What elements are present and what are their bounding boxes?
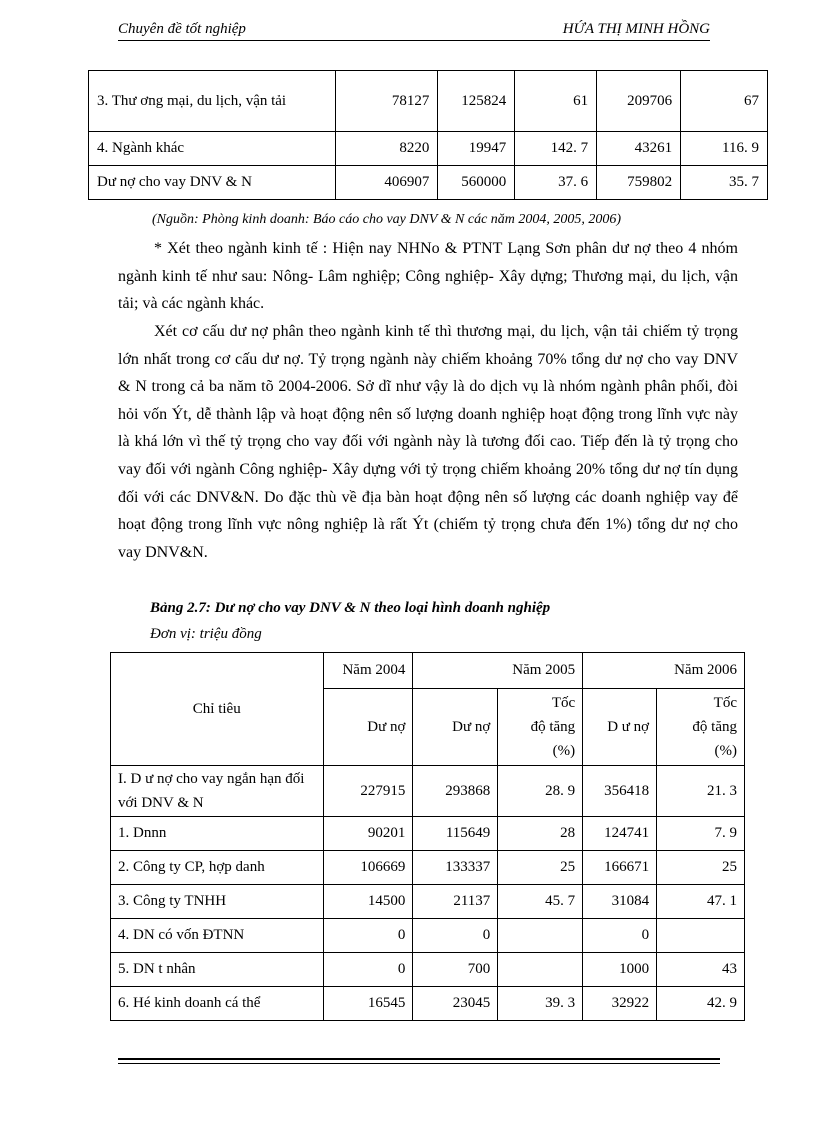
cell: 28. 9 — [498, 766, 583, 817]
unit-label: Đơn vị: triệu đồng — [150, 626, 262, 642]
table-row — [89, 71, 768, 132]
cell: 0 — [413, 919, 498, 953]
cell: 356418 — [583, 766, 657, 817]
cell: 227915 — [323, 766, 413, 817]
row-label: 2. Công ty CP, hợp danh — [111, 851, 324, 885]
cell: 47. 1 — [657, 885, 745, 919]
cell: 124741 — [583, 817, 657, 851]
header-du-no-2006: D ư nợ — [583, 689, 657, 766]
cell: 43261 — [597, 132, 681, 166]
row-label: 4. DN có vốn ĐTNN — [111, 919, 324, 953]
header-text: Tốc — [551, 695, 576, 711]
table-row — [111, 987, 745, 1021]
cell: 759802 — [597, 166, 681, 200]
table-row — [89, 166, 768, 200]
header-left: Chuyên đề tốt nghiệp — [118, 21, 246, 37]
cell: 1000 — [583, 953, 657, 987]
cell: 7. 9 — [657, 817, 745, 851]
cell: 16545 — [323, 987, 413, 1021]
header-year-2005: Năm 2005 — [413, 653, 583, 689]
cell: 0 — [323, 953, 413, 987]
cell — [498, 919, 583, 953]
table-row — [111, 919, 745, 953]
row-label: 3. Công ty TNHH — [111, 885, 324, 919]
cell: 39. 3 — [498, 987, 583, 1021]
table-enterprise-type — [110, 652, 745, 1021]
cell: 133337 — [413, 851, 498, 885]
cell: 19947 — [438, 132, 515, 166]
cell: 0 — [583, 919, 657, 953]
cell: 106669 — [323, 851, 413, 885]
table-row — [111, 885, 745, 919]
row-label: 6. Hé kinh doanh cá thể — [111, 987, 324, 1021]
cell: 209706 — [597, 71, 681, 132]
cell: 116. 9 — [681, 132, 768, 166]
cell: 23045 — [413, 987, 498, 1021]
cell: 31084 — [583, 885, 657, 919]
cell: 8220 — [336, 132, 438, 166]
cell — [657, 919, 745, 953]
cell: 67 — [681, 71, 768, 132]
cell: 115649 — [413, 817, 498, 851]
table-row — [111, 851, 745, 885]
header-du-no-2005: Dư nợ — [413, 689, 498, 766]
cell — [498, 953, 583, 987]
table-industry-continued — [88, 70, 768, 200]
header-text: độ tăng — [530, 719, 576, 735]
header-du-no-2004: Dư nợ — [323, 689, 413, 766]
header-year-2004: Năm 2004 — [323, 653, 413, 689]
footer-rule — [118, 1058, 720, 1064]
header-text: (%) — [714, 743, 737, 759]
table-caption: Bảng 2.7: Dư nợ cho vay DNV & N theo loại hình doanh nghiệp — [150, 600, 551, 616]
cell: 293868 — [413, 766, 498, 817]
header-right: HỨA THỊ MINH HỒNG — [562, 21, 710, 37]
cell: 25 — [498, 851, 583, 885]
cell: 21. 3 — [657, 766, 745, 817]
cell: 37. 6 — [515, 166, 597, 200]
row-label: 4. Ngành khác — [89, 132, 336, 166]
cell: 61 — [515, 71, 597, 132]
header-row — [111, 653, 745, 689]
cell: 35. 7 — [681, 166, 768, 200]
cell: 125824 — [438, 71, 515, 132]
cell: 560000 — [438, 166, 515, 200]
cell: 42. 9 — [657, 987, 745, 1021]
header-growth-2005 — [498, 689, 583, 766]
table-row — [89, 132, 768, 166]
table-row — [111, 766, 745, 817]
cell: 90201 — [323, 817, 413, 851]
cell: 700 — [413, 953, 498, 987]
header-text: Tốc — [713, 695, 737, 711]
source-note: (Nguồn: Phòng kinh doanh: Báo cáo cho vay DNV & N các năm 2004, 2005, 2006) — [152, 212, 622, 227]
cell: 25 — [657, 851, 745, 885]
row-label: 5. DN t nhân — [111, 953, 324, 987]
cell: 166671 — [583, 851, 657, 885]
header-text: (%) — [552, 743, 576, 759]
row-label: 1. Dnnn — [111, 817, 324, 851]
cell: 28 — [498, 817, 583, 851]
row-label: Dư nợ cho vay DNV & N — [89, 166, 336, 200]
paragraph-industry: * Xét theo ngành kinh tế : Hiện nay NHNo & PTNT Lạng Sơn phân dư nợ theo 4 nhóm ngành kinh tế như sau: Nông- Lâm nghiệp; Công nghiệp- Xây dựng; Thương mại, du lịch, vận tải; và các ngành khác. — [118, 240, 738, 313]
paragraph-analysis: Xét cơ cấu dư nợ phân theo ngành kinh tế thì thương mại, du lịch, vận tải chiếm tỷ trọng lớn nhất trong cơ cấu dư nợ. Tỷ trọng ngành này chiếm khoảng 70% tổng dư nợ cho vay DNV & N trong cả ba năm tõ 2004-2006. Sở dĩ như vậy là do dịch vụ là nhóm ngành phân phối, đòi hỏi vốn Ýt, dễ thành lập và hoạt động nên số lượng doanh nghiệp hoạt động trong lĩnh vực này là khá lớn vì thế tỷ trọng cho vay đối với ngành này là tương đối cao. Tiếp đến là tỷ trọng cho vay đối với ngành Công nghiệp- Xây dựng với tỷ trọng chiếm khoảng 20% tổng dư nợ tín dụng đối với các DNV&N. Do đặc thù về địa bàn hoạt động nên số lượng các doanh nghiệp vay để hoạt động trong lĩnh vực nông nghiệp là rất Ýt (chiếm tỷ trọng chưa đến 1%) tổng dư nợ cho vay DNV&N. — [118, 323, 738, 561]
header-chi-tieu: Chỉ tiêu — [111, 653, 324, 766]
cell: 14500 — [323, 885, 413, 919]
cell: 78127 — [336, 71, 438, 132]
page-header — [118, 20, 710, 41]
row-label: I. D ư nợ cho vay ngắn hạn đối với DNV & N — [111, 766, 324, 817]
header-year-2006: Năm 2006 — [583, 653, 745, 689]
header-text: độ tăng — [692, 719, 737, 735]
cell: 0 — [323, 919, 413, 953]
cell: 142. 7 — [515, 132, 597, 166]
header-growth-2006 — [657, 689, 745, 766]
cell: 43 — [657, 953, 745, 987]
cell: 45. 7 — [498, 885, 583, 919]
table-row — [111, 953, 745, 987]
table-row — [111, 817, 745, 851]
row-label: 3. Thư ơng mại, du lịch, vận tải — [89, 71, 336, 132]
cell: 406907 — [336, 166, 438, 200]
cell: 32922 — [583, 987, 657, 1021]
cell: 21137 — [413, 885, 498, 919]
